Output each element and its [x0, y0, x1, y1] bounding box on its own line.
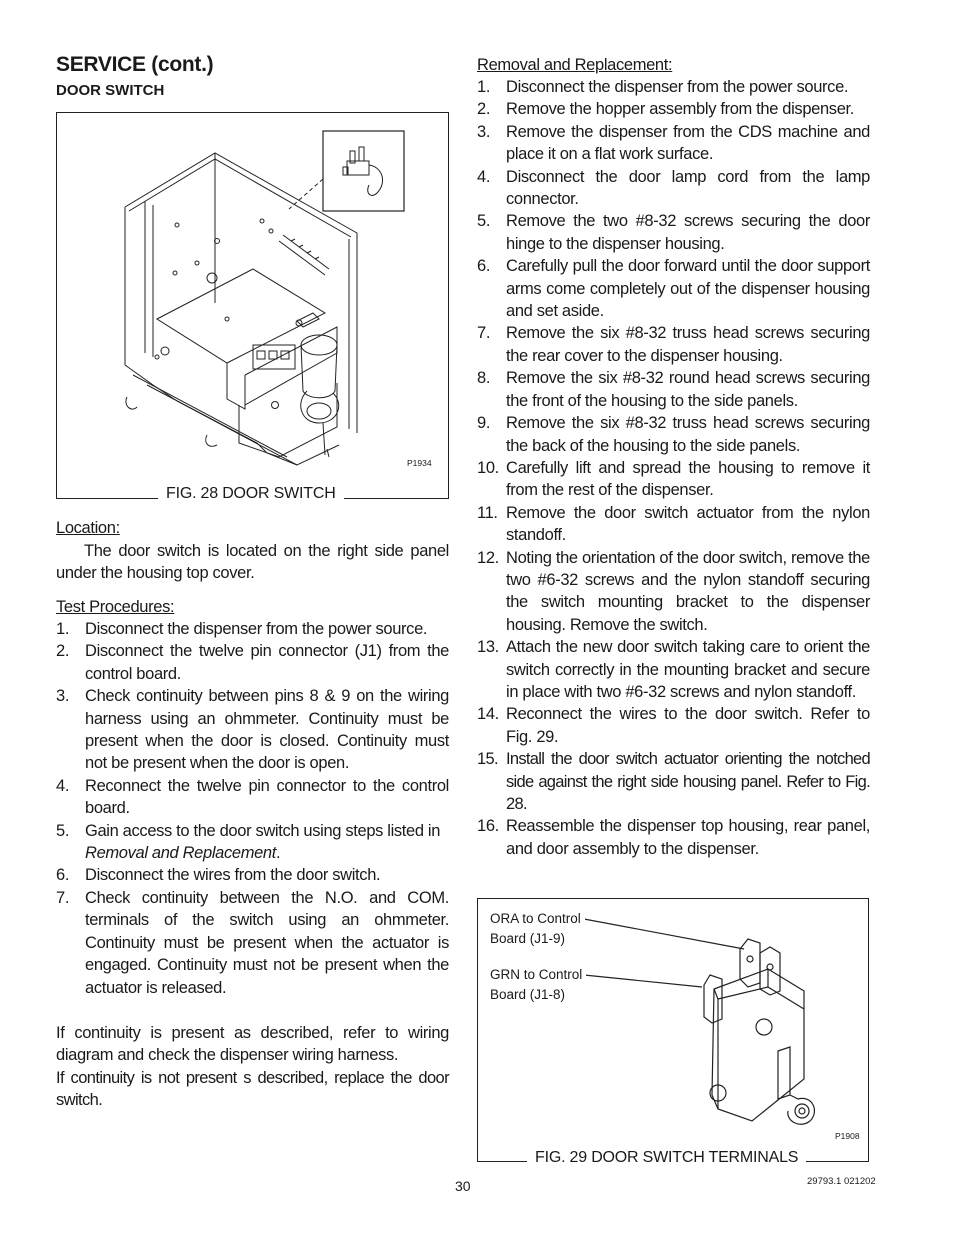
list-item: 14. Reconnect the wires to the door switch. Refer to Fig. 29. [477, 705, 870, 746]
location-heading: Location: [56, 519, 120, 537]
ora-label-line2: Board (J1-9) [490, 931, 566, 946]
list-item: 9. Remove the six #8-32 truss head screws securing the back of the housing to the side panels. [477, 414, 870, 455]
continuity-absent-note: If continuity is not present s described, replace the door switch. [56, 1069, 449, 1110]
figure-29-caption: FIG. 29 DOOR SWITCH TERMINALS [527, 1149, 806, 1167]
list-item: 16. Reassemble the dispenser top housing, rear panel, and door assembly to the dispenser. [477, 817, 870, 858]
figure-28-frame [56, 112, 449, 499]
list-item: 5. Gain access to the door switch using steps listed in Removal and Replacement. [56, 821, 441, 863]
location-text: The door switch is located on the right side panel under the housing top cover. [56, 542, 449, 583]
page-number: 30 [455, 1178, 471, 1194]
list-item: 7. Remove the six #8-32 truss head screws securing the rear cover to the dispenser housing. [477, 324, 870, 365]
removal-heading: Removal and Replacement: [477, 56, 673, 74]
list-item: 6. Carefully pull the door forward until the door support arms come completely out of the dispenser housing and set aside. [477, 257, 870, 321]
list-item: 6. Disconnect the wires from the door switch. [56, 866, 381, 885]
section-subtitle: DOOR SWITCH [56, 82, 165, 99]
grn-label-line1: GRN to Control [490, 965, 586, 985]
removal-reference: Removal and Replacement [85, 844, 276, 863]
list-item: 4. Disconnect the door lamp cord from the lamp connector. [477, 167, 870, 209]
list-item: 12. Noting the orientation of the door switch, remove the two #6-32 screws and the nylon standoff securing the switch mounting bracket to the dispenser housing. Remove the switch. [477, 548, 870, 634]
list-item: 3. Remove the dispenser from the CDS machine and place it on a flat work surface. [477, 122, 870, 164]
door-switch-dispenser-illustration [57, 113, 448, 498]
test-procedures-heading: Test Procedures: [56, 598, 175, 616]
section-title: SERVICE (cont.) [56, 53, 214, 76]
list-item: 1. Disconnect the dispenser from the power source. [56, 620, 428, 638]
ora-label-line1: ORA to Control [490, 909, 585, 929]
test-procedures-list [56, 618, 449, 999]
list-item: 11. Remove the door switch actuator from the nylon standoff. [477, 503, 870, 545]
figure-28-code: P1934 [407, 458, 432, 468]
list-item: 15. Install the door switch actuator orienting the notched side against the right side housing panel. Refer to Fig. 28. [477, 750, 870, 813]
list-item: 2. Disconnect the twelve pin connector (J1) from the control board. [56, 642, 449, 683]
figure-29-code: P1908 [835, 1131, 860, 1141]
figure-29-frame [477, 898, 869, 1162]
list-item: 4. Reconnect the twelve pin connector to the control board. [56, 776, 449, 818]
figure-28-caption: FIG. 28 DOOR SWITCH [158, 485, 344, 503]
continuity-present-note: If continuity is present as described, refer to wiring diagram and check the dispenser wiring harness. [56, 1024, 449, 1065]
list-item: 3. Check continuity between pins 8 & 9 on the wiring harness using an ohmmeter. Continuity must be present when the door is closed. Continuity must not be present when the door is open. [56, 687, 449, 773]
document-id: 29793.1 021202 [807, 1176, 876, 1187]
list-item: 10. Carefully lift and spread the housing to remove it from the rest of the dispenser. [477, 458, 870, 500]
list-item: 1. Disconnect the dispenser from the power source. [477, 78, 849, 96]
removal-list [477, 76, 870, 860]
list-item: 2. Remove the hopper assembly from the dispenser. [477, 100, 855, 119]
grn-label-line2: Board (J1-8) [490, 987, 566, 1002]
location-paragraph [56, 540, 449, 585]
list-item: 5. Remove the two #8-32 screws securing the door hinge to the dispenser housing. [477, 212, 870, 253]
list-item: 7. Check continuity between the N.O. and COM. terminals of the switch using an ohmmeter. Continuity must be present when the actuator is engaged. Continuity must not be present when the actuator is released. [56, 888, 449, 997]
list-item: 13. Attach the new door switch taking care to orient the switch correctly in the mounting bracket and secure in place with two #6-32 screws and nylon standoff. [477, 638, 870, 701]
list-item: 8. Remove the six #8-32 round head screws securing the front of the housing to the side panels. [477, 369, 870, 410]
